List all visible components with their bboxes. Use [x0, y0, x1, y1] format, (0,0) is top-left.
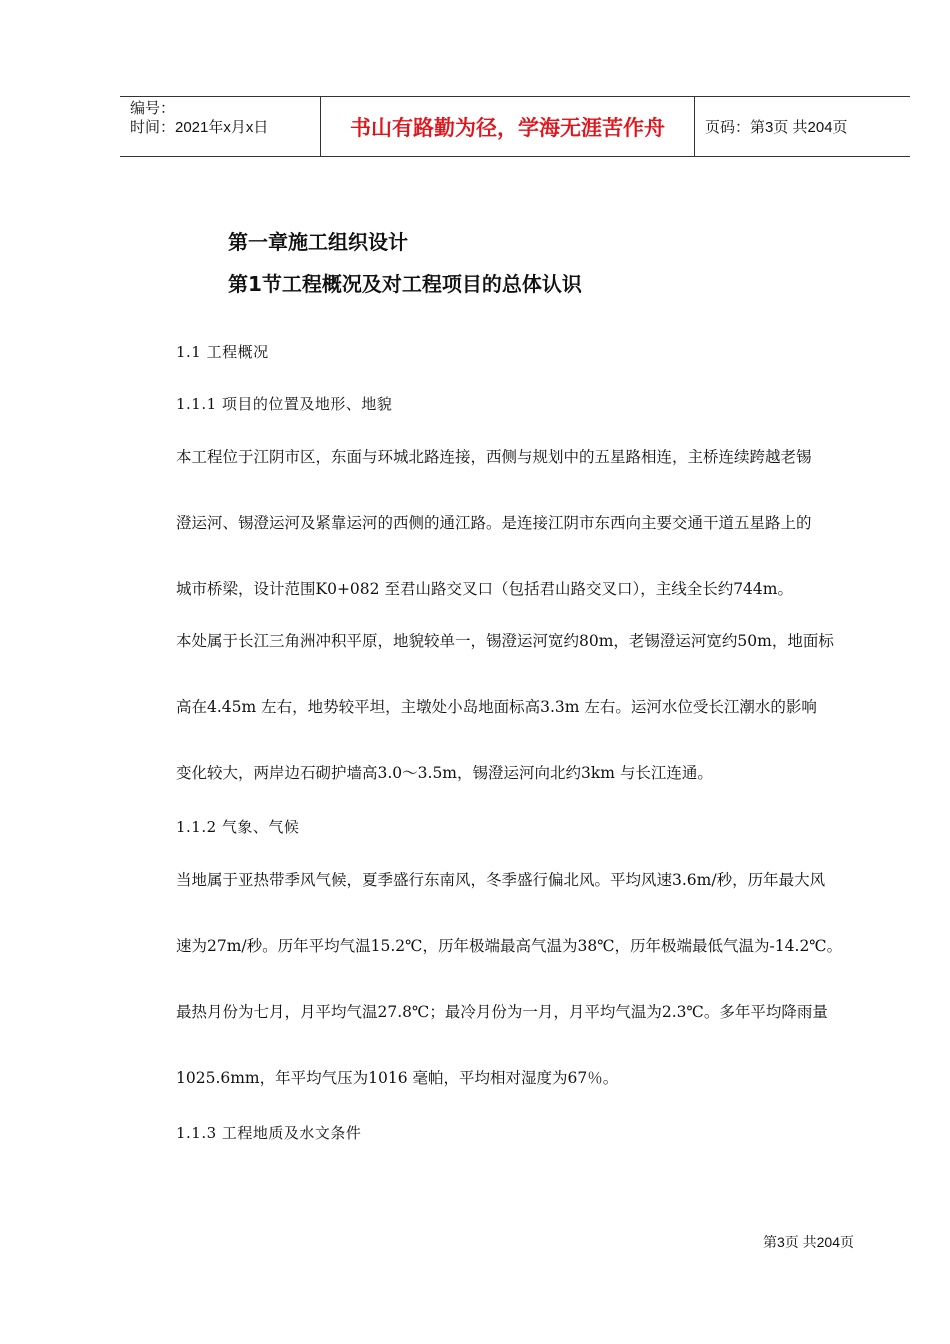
subsection-heading-1-1-3: 1.1.3 工程地质及水文条件	[176, 1124, 362, 1142]
paragraph-line: 城市桥梁，设计范围K0+082 至君山路交叉口（包括君山路交叉口），主线全长约744m。	[176, 580, 793, 598]
section-title: 第1节工程概况及对工程项目的总体认识	[228, 272, 582, 296]
paragraph-line: 1025.6mm，年平均气压为1016 毫帕，平均相对湿度为67％。	[176, 1069, 619, 1087]
subsection-heading-1-1: 1.1 工程概况	[176, 343, 269, 361]
header-meta	[120, 97, 321, 156]
document-time: 时间：2021年x月x日	[130, 119, 269, 136]
paragraph-line: 本工程位于江阴市区，东面与环城北路连接，西侧与规划中的五星路相连，主桥连续跨越老锡	[176, 448, 812, 466]
header-page-info: 页码：第3页 共204页	[705, 119, 848, 136]
page-footer: 第3页 共204页	[762, 1234, 854, 1250]
paragraph-line: 本处属于长江三角洲冲积平原，地貌较单一，锡澄运河宽约80m，老锡澄运河宽约50m，地面标	[176, 632, 834, 650]
subsection-heading-1-1-1: 1.1.1 项目的位置及地形、地貌	[176, 395, 393, 413]
subsection-heading-1-1-2: 1.1.2 气象、气候	[176, 818, 300, 836]
paragraph-line: 变化较大，两岸边石砌护墙高3.0～3.5m，锡澄运河向北约3km 与长江连通。	[176, 764, 713, 782]
chapter-title: 第一章施工组织设计	[228, 230, 408, 254]
paragraph-line: 高在4.45m 左右，地势较平坦，主墩处小岛地面标高3.3m 左右。运河水位受长江潮水的影响	[176, 698, 817, 716]
header-motto: 书山有路勤为径，学海无涯苦作舟	[321, 97, 695, 156]
document-number-label: 编号：	[130, 100, 176, 117]
page-header	[120, 96, 910, 157]
paragraph-line: 当地属于亚热带季风气候，夏季盛行东南风，冬季盛行偏北风。平均风速3.6m/秒，历年最大风	[176, 871, 826, 889]
paragraph-line: 速为27m/秒。历年平均气温15.2℃，历年极端最高气温为38℃，历年极端最低气温为-14.2℃。	[176, 937, 843, 955]
paragraph-line: 最热月份为七月，月平均气温27.8℃；最冷月份为一月，月平均气温为2.3℃。多年平均降雨量	[176, 1003, 828, 1021]
paragraph-line: 澄运河、锡澄运河及紧靠运河的西侧的通江路。是连接江阴市东西向主要交通干道五星路上的	[176, 514, 812, 532]
